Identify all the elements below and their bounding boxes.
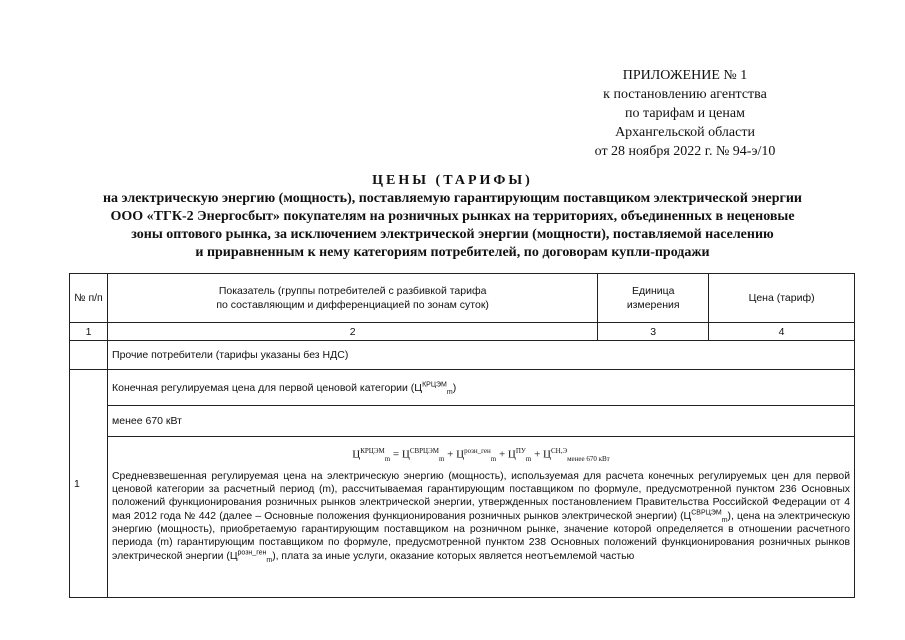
formula-operator: + bbox=[444, 448, 457, 461]
column-number: 1 bbox=[70, 323, 108, 341]
formula-symbol: Ц bbox=[352, 448, 361, 461]
item-capacity: менее 670 кВт bbox=[108, 406, 855, 437]
formula-sub: m bbox=[438, 454, 445, 463]
description-sup: розн_ген bbox=[237, 549, 267, 557]
formula-operator: = bbox=[390, 448, 402, 461]
formula-sub: m bbox=[525, 454, 532, 463]
item-sub: m bbox=[446, 388, 453, 396]
item-text: Конечная регулируемая цена для первой ценовой категории (Ц bbox=[112, 381, 423, 394]
description-text: Средневзвешенная регулируемая цена на электрическую энергию (мощность), используемая для расчета конечных регулируемых цен для первой ценовой категории за расчетный период (m), рассчитываемая гарантирующим поставщиком по формуле, предусмотренной пунктом 236 Основных положений функционирования розничных рынков электрической энергии, утвержденных постановлением Правительства Российской Федерации от 4 мая 2012 года № 442 (далее – Основные положения функционирования розничных рынков электрической энергии) (Ц bbox=[112, 470, 850, 522]
description-sub: m bbox=[266, 556, 273, 564]
title-line: ООО «ТГК-2 Энергосбыт» покупателям на розничных рынках на территориях, объединенных в неценовые bbox=[110, 209, 795, 224]
header-indicator-line: Показатель (группы потребителей с разбивкой тарифа bbox=[218, 285, 487, 297]
formula-description bbox=[112, 470, 850, 563]
formula-cell bbox=[108, 437, 855, 598]
formula-sup: КРЦЭМ bbox=[360, 447, 385, 455]
formula-symbol: Ц bbox=[456, 448, 465, 461]
title-main: ЦЕНЫ (ТАРИФЫ) bbox=[372, 173, 533, 188]
column-numbers-row bbox=[70, 323, 855, 341]
header-unit-line: Единица bbox=[631, 285, 675, 297]
item-final-price bbox=[108, 370, 855, 406]
appendix-line: по тарифам и ценам bbox=[625, 106, 745, 121]
item-close: ) bbox=[452, 381, 457, 394]
formula-sub: m bbox=[384, 454, 391, 463]
section-num-cell bbox=[70, 341, 108, 370]
formula bbox=[112, 437, 850, 470]
table-row bbox=[70, 406, 855, 437]
formula-sub: m bbox=[490, 454, 497, 463]
tariff-table bbox=[69, 273, 855, 598]
header-unit bbox=[598, 274, 709, 323]
appendix-title: ПРИЛОЖЕНИЕ № 1 bbox=[622, 68, 748, 83]
formula-sup: розн_ген bbox=[464, 447, 491, 455]
title-line: на электрическую энергию (мощность), поставляемую гарантирующим поставщиком электрической энергии bbox=[102, 191, 802, 206]
column-number: 2 bbox=[108, 323, 598, 341]
section-row bbox=[70, 341, 855, 370]
header-price: Цена (тариф) bbox=[709, 274, 855, 323]
formula-sup: ПУ bbox=[515, 447, 526, 455]
formula-sub: менее 670 кВт bbox=[567, 454, 610, 463]
header-indicator bbox=[108, 274, 598, 323]
description-text: ), плата за иные услуги, оказание которых является неотъемлемой частью bbox=[272, 550, 635, 562]
formula-sup: СН,Э bbox=[551, 447, 568, 455]
table-row bbox=[70, 437, 855, 598]
description-sup: СВРЦЭМ bbox=[691, 509, 722, 517]
table-row bbox=[70, 370, 855, 406]
row-number: 1 bbox=[70, 370, 108, 598]
item-sup: КРЦЭМ bbox=[422, 381, 447, 388]
formula-symbol: Ц bbox=[401, 448, 410, 461]
section-title: Прочие потребители (тарифы указаны без НДС) bbox=[108, 341, 855, 370]
column-number: 3 bbox=[598, 323, 709, 341]
header-unit-line: измерения bbox=[626, 299, 680, 311]
appendix-line: к постановлению агентства bbox=[603, 87, 767, 102]
table-header-row bbox=[70, 274, 855, 323]
column-number: 4 bbox=[709, 323, 855, 341]
formula-operator: + bbox=[496, 448, 508, 461]
formula-operator: + bbox=[531, 448, 544, 461]
description-sub: m bbox=[721, 516, 728, 524]
title-line: и приравненным к нему категориям потребителей, по договорам купли-продажи bbox=[195, 245, 710, 260]
appendix-block bbox=[540, 66, 830, 161]
appendix-line: Архангельской области bbox=[615, 125, 755, 140]
header-num: № п/п bbox=[70, 274, 108, 323]
formula-content bbox=[112, 437, 850, 597]
title-line: зоны оптового рынка, за исключением электрической энергии (мощности), поставляемой населению bbox=[131, 227, 774, 242]
description-text: ), цена на электрическую энергию (мощность), приобретаемую гарантирующим поставщиком на розничном рынке, значение которой определяется в отношении расчетного периода (m) гарантирующим поставщиком по формуле, предусмотренной пунктом 238 Основных положений функционирования розничных рынков электрической энергии (Ц bbox=[112, 510, 850, 562]
appendix-date-line: от 28 ноября 2022 г. № 94-э/10 bbox=[594, 144, 776, 159]
formula-symbol: Ц bbox=[543, 448, 551, 461]
header-indicator-line: по составляющим и дифференциацией по зонам суток) bbox=[216, 299, 489, 311]
formula-symbol: Ц bbox=[507, 448, 516, 461]
document-title bbox=[0, 172, 905, 262]
formula-sup: СВРЦЭМ bbox=[409, 447, 439, 455]
